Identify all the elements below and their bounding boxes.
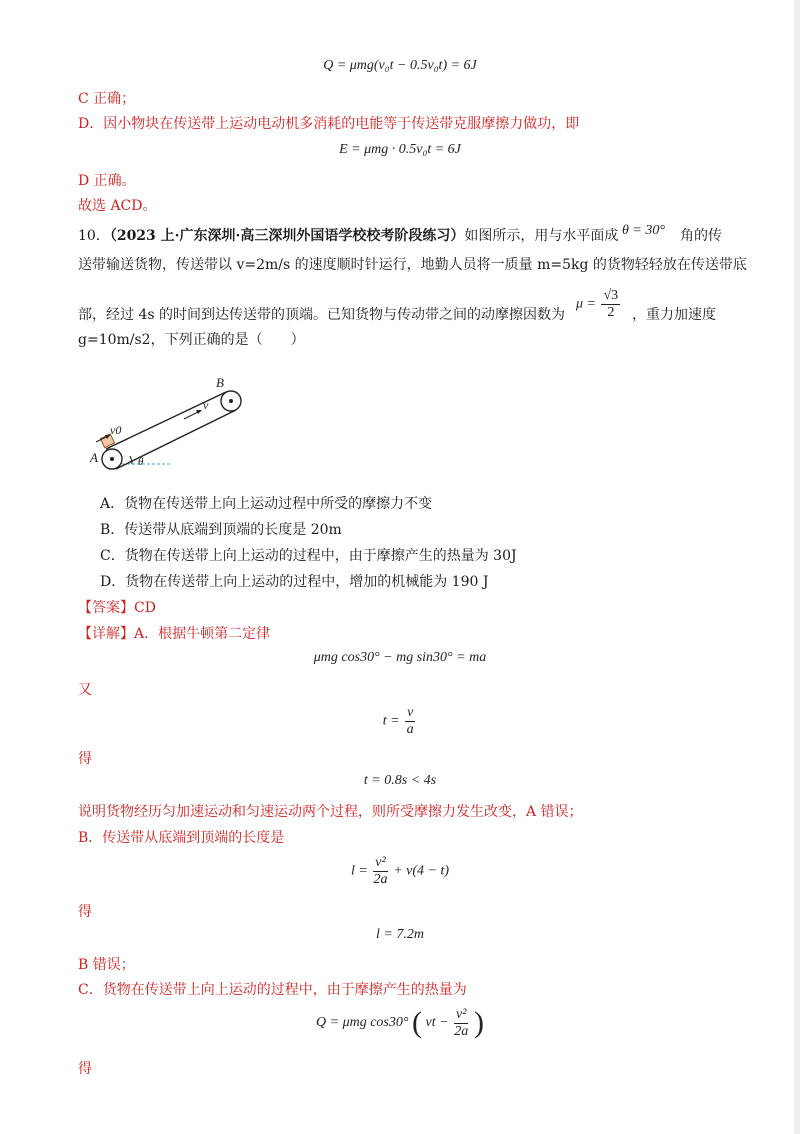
option-a: A．货物在传送带上向上运动过程中所受的摩擦力不变 — [100, 496, 433, 512]
c-correct-text: C 正确； — [78, 91, 136, 107]
equation-heat-c: Q = μmg cos30° ( vt − $\frac{\text{v²}}{2a}$ ) — [316, 1006, 484, 1039]
equation-energy: E = μmg · 0.5v₀t = 6J — [339, 142, 461, 157]
question-line1-tail: 如图所示，用与水平面成 — [464, 228, 619, 244]
time-numerator: v — [407, 705, 414, 720]
mu-denominator: 2 — [607, 305, 615, 320]
heat-denominator: 2a — [454, 1023, 469, 1039]
equation-newton: μmg cos30° − mg sin30° = ma — [313, 650, 487, 665]
question-line1-end: 角的传 — [680, 228, 722, 244]
equation-time — [0, 705, 800, 738]
length-denominator: 2a — [373, 872, 388, 887]
heat-numerator: v² — [456, 1006, 467, 1022]
option-d: D．货物在传送带上向上运动的过程中，增加的机械能为 190 J — [100, 574, 489, 590]
conveyor-belt-diagram — [86, 372, 256, 482]
question-line-4: g=10m/s2，下列正确的是（ ） — [78, 332, 305, 348]
final-choice-text: 故选 ACD。 — [78, 198, 157, 214]
label-v0: v0 — [110, 423, 122, 437]
heat-inner: vt − — [425, 1015, 449, 1030]
theta-value: θ = 30° — [622, 223, 665, 238]
heat-left: Q = μmg cos30° — [316, 1015, 409, 1030]
question-source: （2023 上·广东深圳·高三深圳外国语学校校考阶段练习） — [109, 228, 465, 244]
length-left: l = — [350, 863, 368, 879]
mu-numerator: √3 — [603, 288, 619, 303]
mu-formula — [576, 288, 622, 321]
equation-length-result: l = 7.2m — [376, 927, 424, 942]
equation-heat: Q = μmg(v₀t − 0.5v₀t) = 6J — [323, 58, 477, 73]
equation-time-result: t = 0.8s < 4s — [363, 773, 437, 788]
theta-arc — [130, 456, 132, 464]
mu-label: μ = — [576, 296, 596, 312]
d-correct-text: D 正确。 — [78, 173, 136, 189]
detail-heading: 【详解】A．根据牛顿第二定律 — [78, 626, 271, 642]
de-text-1: 得 — [78, 751, 92, 767]
b-wrong-text: B 错误； — [78, 957, 135, 973]
d-explanation-text: D．因小物块在传送带上运动电动机多消耗的电能等于传送带克服摩擦力做功，即 — [78, 116, 580, 132]
pulley-b-axle — [229, 399, 233, 403]
label-v: v — [203, 398, 209, 412]
time-denominator: a — [406, 722, 414, 737]
you-text: 又 — [78, 682, 92, 698]
option-c: C．货物在传送带上向上运动的过程中，由于摩擦产生的热量为 30J — [100, 548, 517, 564]
label-theta: θ — [138, 456, 144, 468]
question-line-3-tail: ，重力加速度 — [632, 307, 716, 323]
c-heading-text: C．货物在传送带上向上运动的过程中，由于摩擦产生的热量为 — [78, 982, 467, 998]
pulley-a-axle — [110, 457, 114, 461]
label-a: A — [90, 450, 98, 465]
question-line-1 — [78, 227, 618, 245]
belt-bottom-edge — [116, 410, 236, 469]
de-text-2: 得 — [78, 904, 92, 920]
length-numerator: v² — [375, 855, 386, 870]
equation-length — [0, 855, 800, 888]
question-number: 10． — [78, 228, 110, 244]
question-line-2: 送带输送货物，传送带以 v=2m/s 的速度顺时针运行，地勤人员将一质量 m=5kg 的货物轻轻放在传送带底 — [78, 257, 747, 273]
length-right: + v(4 − t) — [393, 863, 450, 879]
question-line-3-head: 部，经过 4s 的时间到达传送带的顶端。已知货物与传动带之间的动摩擦因数为 — [78, 307, 565, 323]
de-text-3: 得 — [78, 1061, 92, 1077]
b-heading-text: B．传送带从底端到顶端的长度是 — [78, 830, 285, 846]
answer-line: 【答案】CD — [78, 600, 156, 616]
time-left: t = — [382, 713, 400, 729]
page-edge-shadow — [794, 0, 800, 1134]
a-wrong-text: 说明货物经历匀加速运动和匀速运动两个过程，则所受摩擦力发生改变，A 错误； — [78, 804, 583, 820]
label-b: B — [216, 375, 224, 390]
option-b: B．传送带从底端到顶端的长度是 20m — [100, 522, 342, 538]
